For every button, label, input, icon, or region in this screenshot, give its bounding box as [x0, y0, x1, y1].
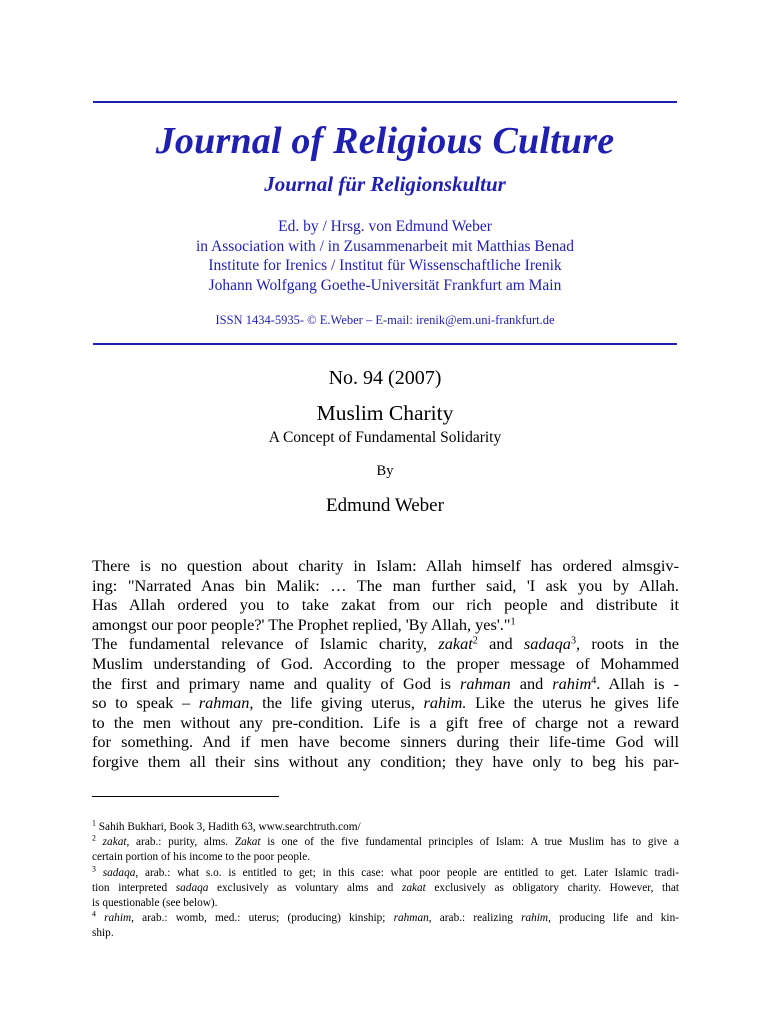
journal-subtitle: Journal für Religionskultur: [264, 172, 506, 196]
body-line: ing: "Narrated Anas bin Malik: … The man further said, 'I ask you by Allah.: [92, 575, 679, 595]
footnote-term: zakat: [401, 881, 426, 894]
footnote-term: zakat: [102, 836, 127, 849]
footnote-line: [92, 881, 679, 896]
footnote-line: ship.: [92, 927, 114, 940]
body-line: for something. And if men have become sinners during their life-time God will: [92, 732, 679, 752]
body-line: [92, 615, 679, 635]
footnote-text: , arab.: womb, med.: uterus; (producing) kinship;: [131, 912, 394, 925]
footnote-line: is questionable (see below).: [92, 897, 218, 910]
footnote-text: , arab.: realizing: [428, 912, 522, 925]
term-rahman: rahman: [460, 673, 511, 693]
footnote-term: sadaqa: [102, 866, 136, 879]
footnote-number: 3: [92, 864, 96, 874]
association-line: in Association with / in Zusammenarbeit mit Matthias Benad: [196, 237, 574, 255]
footnote-text: Sahih Bukhari, Book 3, Hadith 63, www.searchtruth.com/: [95, 821, 361, 833]
article-subtitle: A Concept of Fundamental Solidarity: [268, 429, 502, 446]
footnote-3: [92, 866, 679, 912]
body-text: and: [477, 634, 524, 654]
footnote-1: [92, 820, 679, 835]
body-line: to the men without any pre-condition. Life is a gift free of charge not a reward: [92, 712, 679, 732]
footnote-text: exclusively as obligatory charity. However, that: [425, 881, 679, 894]
footnote-text: tion interpreted: [92, 881, 176, 894]
footnote-ref-2: 2: [472, 635, 478, 647]
body-text: Like the uterus he gives life: [466, 693, 679, 713]
author-name: Edmund Weber: [326, 495, 444, 516]
body-text: . Allah is -: [596, 673, 679, 693]
footnote-term: rahim: [104, 912, 132, 925]
article-title: Muslim Charity: [316, 401, 454, 425]
footnote-line: [92, 866, 679, 881]
body-line: Has Allah ordered you to take zakat from our rich people and distribute it: [92, 595, 679, 615]
body-text: the life giving uterus,: [253, 693, 424, 713]
footnote-line: [92, 911, 679, 926]
body-text: The fundamental relevance of Islamic charity,: [92, 634, 439, 654]
term-sadaqa: sadaqa: [523, 634, 571, 654]
paragraph-1: [92, 556, 679, 634]
footnote-term: Zakat: [234, 836, 261, 849]
institute-line: Institute for Irenics / Institut für Wissenschaftliche Irenik: [208, 257, 562, 274]
footnote-ref-3: 3: [570, 635, 576, 647]
footnote-ref-4: 4: [591, 675, 597, 687]
article-body: [92, 556, 679, 772]
body-line: [92, 693, 679, 713]
footnote-term: rahim: [521, 912, 549, 925]
footnote-line: [92, 835, 679, 850]
term-rahim: rahim: [552, 673, 592, 693]
footnote-separator: [92, 796, 279, 797]
body-line: forgive them all their sins without any condition; they have only to beg his par-: [92, 751, 679, 771]
footnote-2: [92, 835, 679, 865]
paragraph-2: [92, 634, 679, 771]
body-text: so to speak –: [92, 693, 199, 713]
footnote-text: , arab.: purity, alms.: [126, 836, 235, 849]
body-text: , roots in the: [575, 634, 679, 654]
issue-number: No. 94 (2007): [328, 367, 442, 389]
footnote-term: rahman: [393, 912, 429, 925]
footnotes: [92, 820, 679, 942]
header-bottom-rule: [93, 343, 677, 345]
editors-block: [0, 217, 770, 295]
term-zakat: zakat: [438, 634, 473, 654]
body-text: the first and primary name and quality of God is: [92, 673, 461, 693]
footnote-line: certain portion of his income to the poor people.: [92, 851, 311, 864]
journal-title: Journal of Religious Culture: [155, 120, 615, 162]
body-line: Muslim understanding of God. According to the proper message of Mohammed: [92, 653, 679, 673]
body-line-text: amongst our poor people?' The Prophet replied, 'By Allah, yes'.": [92, 614, 511, 634]
body-line: [92, 674, 679, 694]
university-line: Johann Wolfgang Goethe-Universität Frankfurt am Main: [208, 276, 562, 294]
footnote-text: , producing life and kin-: [548, 912, 679, 925]
footnote-number: 2: [92, 833, 96, 843]
footnote-term: sadaqa: [175, 881, 209, 894]
byline-label: By: [376, 463, 394, 479]
footnote-text: , arab.: what s.o. is entitled to get; in this case: what poor people are entitled to get. Later Islamic tradi-: [135, 866, 679, 879]
footnote-number: 4: [92, 909, 96, 919]
footnote-4: [92, 911, 679, 941]
term-rahim: rahim.: [423, 693, 467, 713]
body-line: There is no question about charity in Islam: Allah himself has ordered almsgiv-: [92, 556, 679, 575]
footnote-text: exclusively as voluntary alms and: [208, 881, 402, 894]
issn-line: ISSN 1434-5935- © E.Weber – E-mail: irenik@em.uni-frankfurt.de: [215, 313, 555, 327]
editor-line: Ed. by / Hrsg. von Edmund Weber: [278, 218, 492, 235]
footnote-text: is one of the five fundamental principles of Islam: A true Muslim has to give a: [260, 836, 679, 849]
header-top-rule: [93, 101, 677, 103]
body-line: [92, 634, 679, 654]
footnote-number: 1: [92, 818, 96, 828]
body-text: and: [510, 673, 553, 693]
term-rahman: rahman,: [198, 693, 254, 713]
footnote-ref-1: 1: [510, 616, 516, 628]
